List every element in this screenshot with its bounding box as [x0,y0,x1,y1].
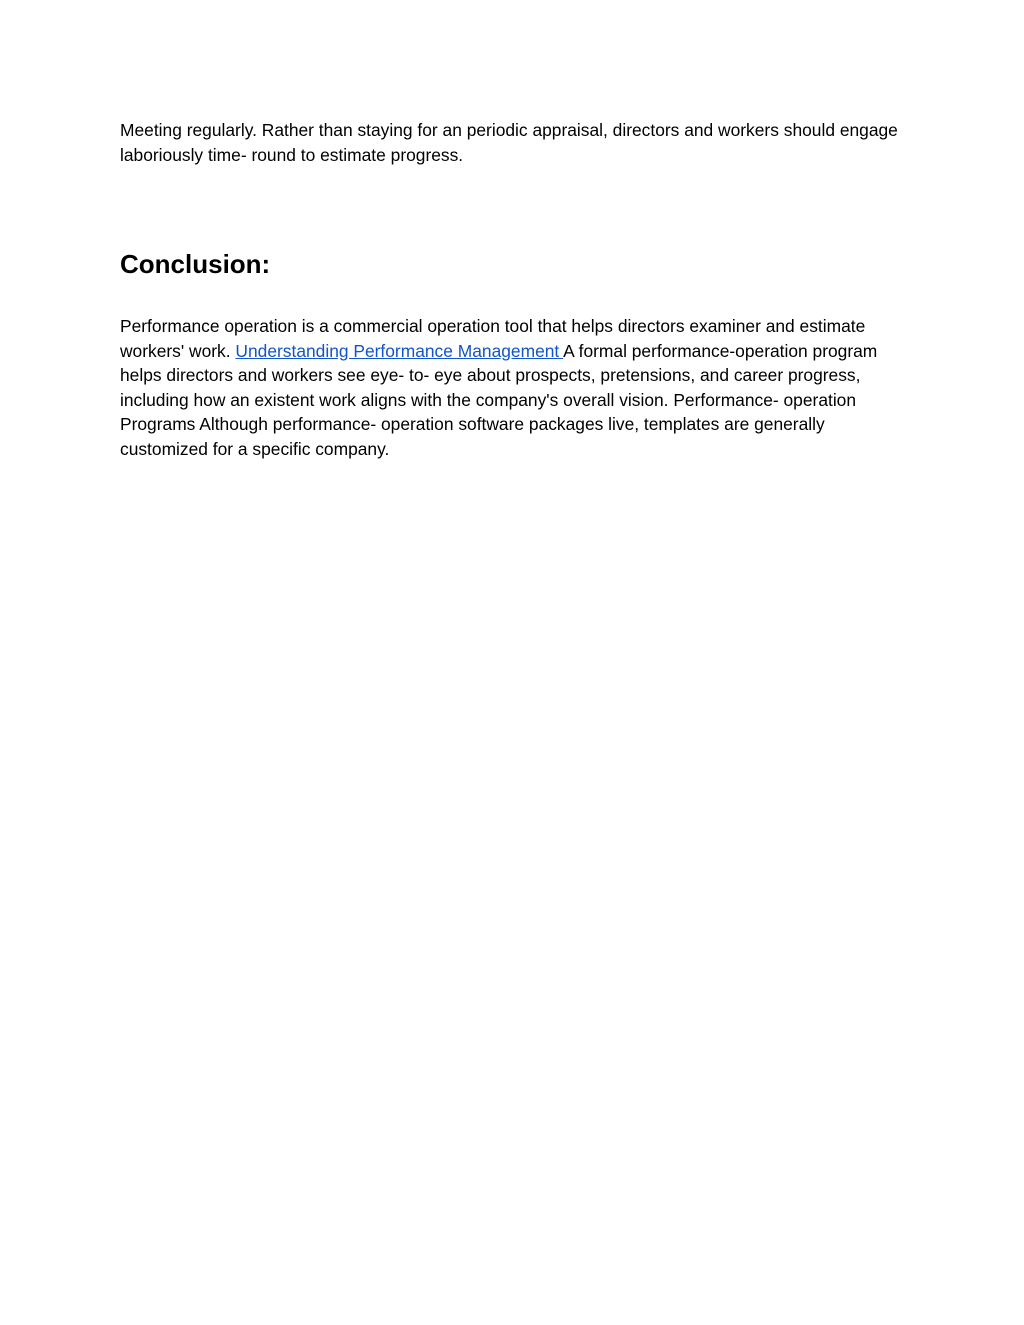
document-page [120,118,900,461]
conclusion-text-before-link: Performance operation is a commercial operation tool that helps directors examiner and estimate workers' work. [120,316,866,361]
intro-paragraph: Meeting regularly. Rather than staying for an periodic appraisal, directors and workers should engage laboriously time- round to estimate progress. [120,120,898,165]
conclusion-text-after-link: A formal performance-operation program helps directors and workers see eye- to- eye about prospects, pretensions, and career progress, including how an existent work aligns with the company's overall vision. Performance- operation Programs Although performance- operation software packages live, templates are generally customized for a specific company. [120,340,878,459]
conclusion-heading: Conclusion: [120,249,271,279]
conclusion-paragraph [120,314,900,461]
understanding-performance-management-link[interactable]: Understanding Performance Management [235,340,564,361]
